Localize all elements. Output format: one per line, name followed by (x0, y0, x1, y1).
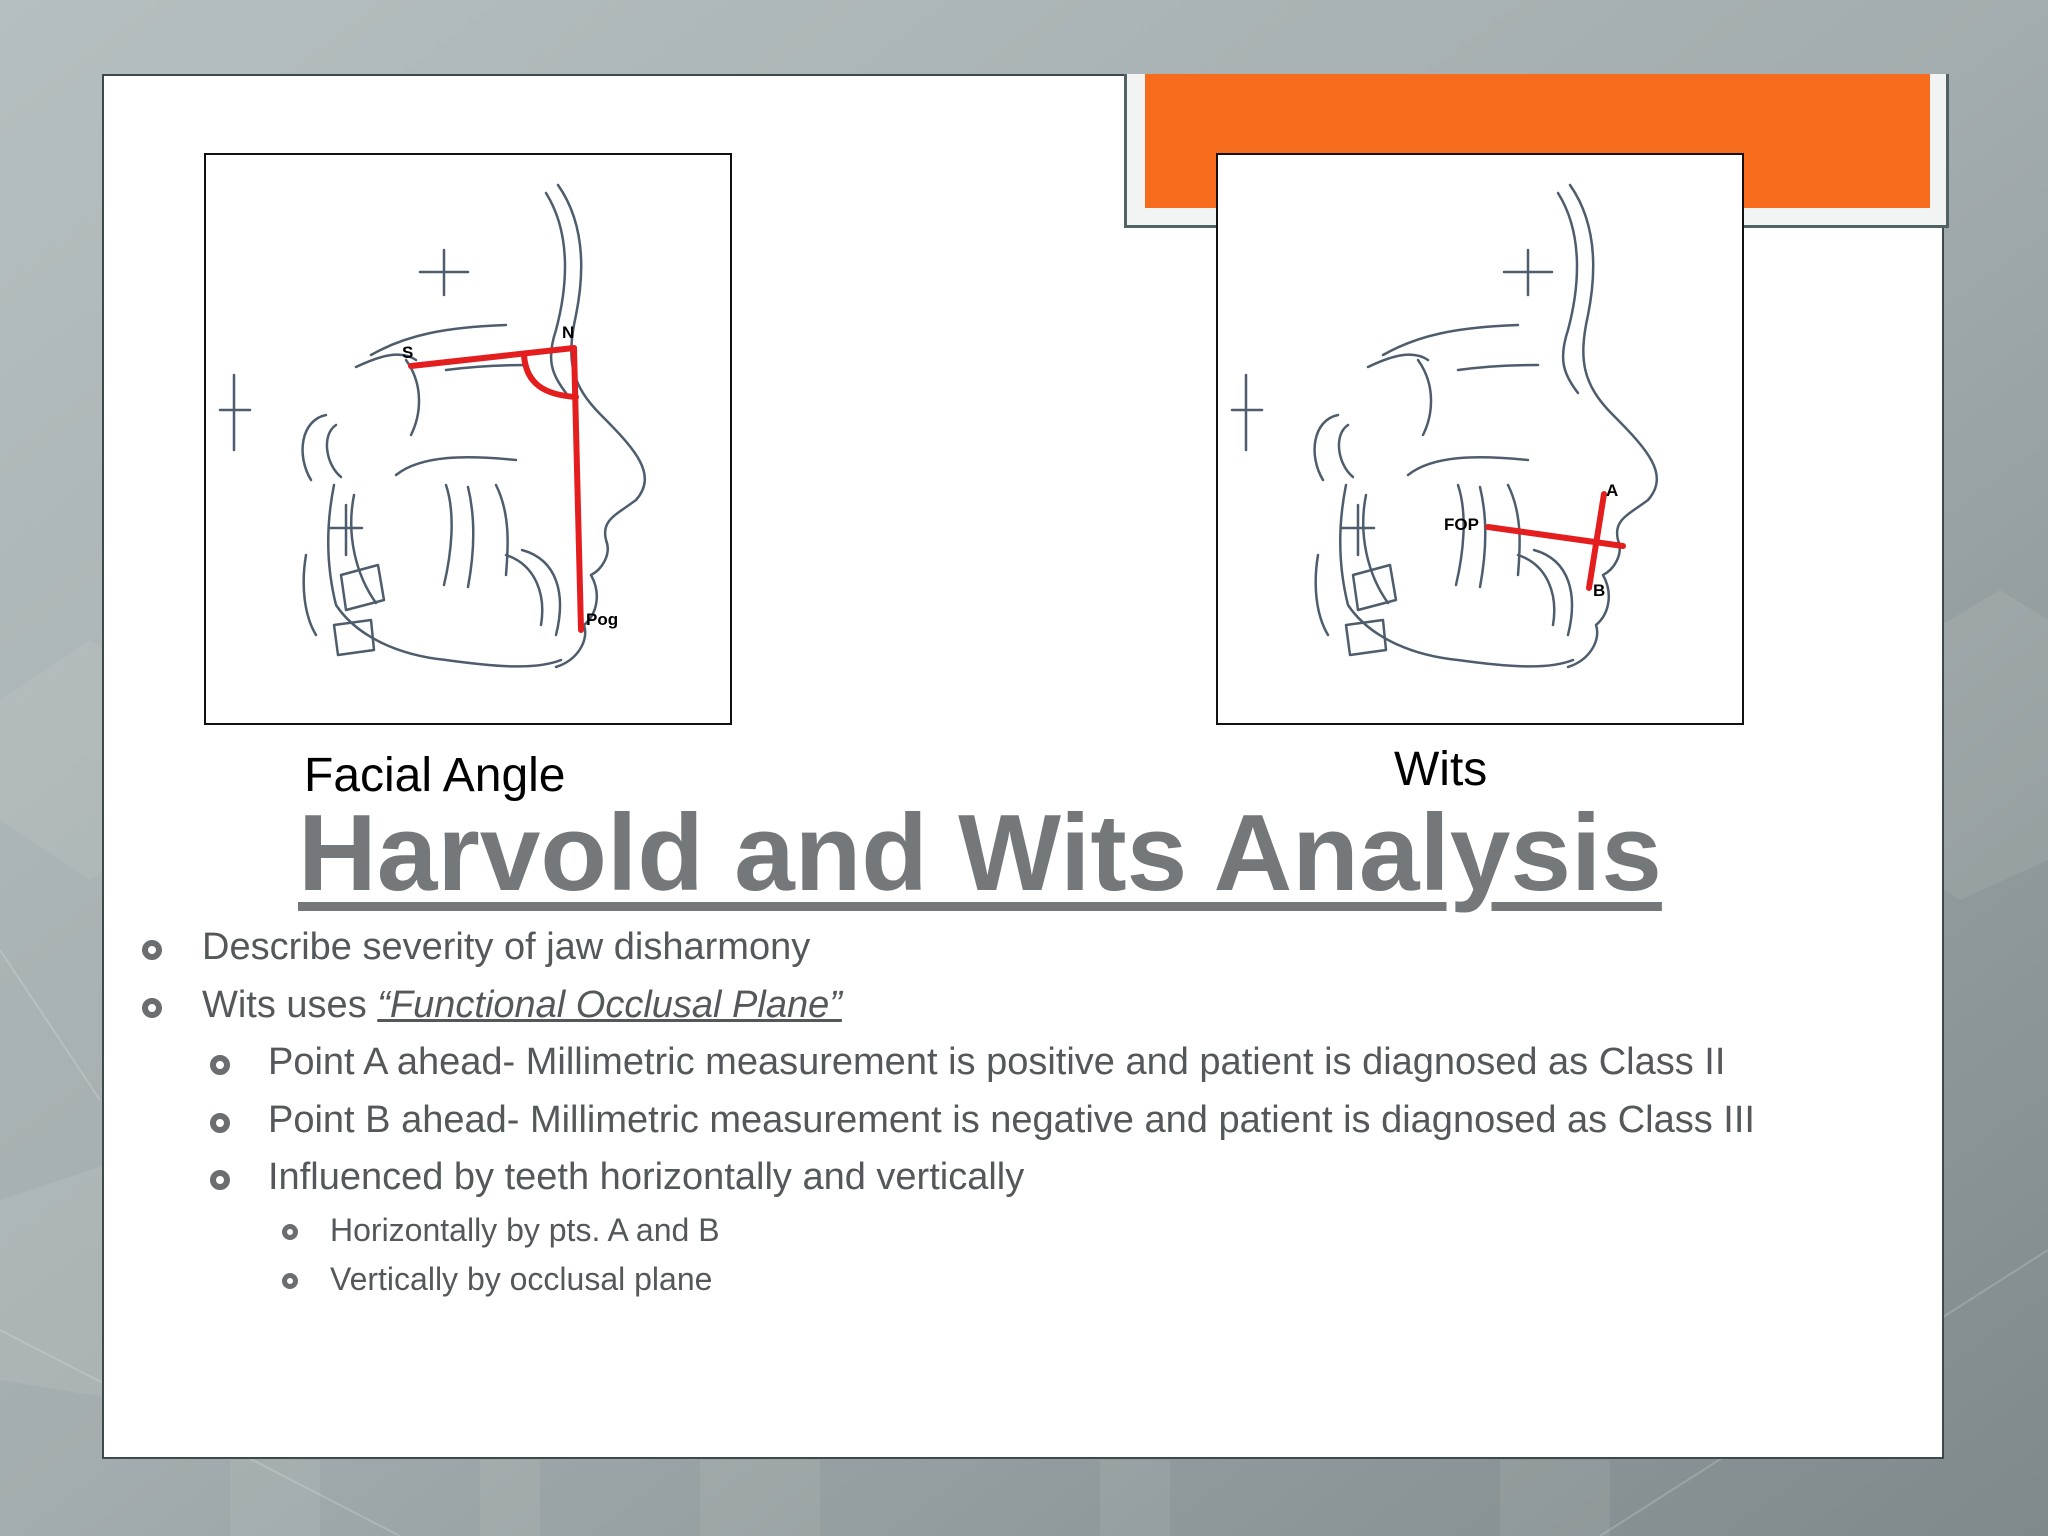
bullet-icon (210, 1055, 230, 1075)
bullet-item (202, 984, 842, 1027)
bullet-icon (282, 1224, 298, 1240)
wits-caption: Wits (1394, 743, 1488, 796)
point-pog-label: Pog (586, 610, 619, 629)
facial-angle-tracing (206, 155, 734, 727)
point-n-label: N (562, 323, 575, 342)
sub-bullet-item (268, 1041, 1725, 1084)
wits-figure (1216, 153, 1744, 725)
bullet-icon (282, 1273, 298, 1289)
bullet-item (202, 926, 810, 969)
facial-angle-figure (204, 153, 732, 725)
bullet-icon (210, 1170, 230, 1190)
bullet-emphasis: “Functional Occlusal Plane” (377, 984, 842, 1026)
point-a-label: A (1606, 481, 1619, 500)
slide-canvas (102, 74, 1944, 1459)
bullet-icon (142, 998, 162, 1018)
bullet-text: Influenced by teeth horizontally and vertically (268, 1156, 1025, 1198)
bullet-text: Describe severity of jaw disharmony (202, 926, 811, 968)
sub-sub-bullet-item (330, 1212, 720, 1249)
sub-sub-bullet-item (330, 1261, 712, 1298)
slide-title: Harvold and Wits Analysis (298, 792, 1662, 914)
point-b-label: B (1593, 581, 1606, 600)
bullet-text: Point A ahead- Millimetric measurement is positive and patient is diagnosed as Class II (268, 1041, 1726, 1083)
wits-tracing (1218, 155, 1746, 727)
bullet-text: Vertically by occlusal plane (330, 1261, 713, 1297)
bullet-icon (210, 1113, 230, 1133)
bullet-text: Horizontally by pts. A and B (330, 1212, 720, 1248)
point-s-label: S (402, 343, 414, 362)
fop-label: FOP (1444, 515, 1479, 534)
sub-bullet-item (268, 1156, 1024, 1199)
bullet-text: Wits uses (202, 984, 378, 1026)
facial-angle-caption: Facial Angle (304, 749, 566, 802)
bullet-icon (142, 940, 162, 960)
bullet-text: Point B ahead- Millimetric measurement is negative and patient is diagnosed as Class III (268, 1099, 1755, 1141)
sub-bullet-item (268, 1099, 1755, 1142)
